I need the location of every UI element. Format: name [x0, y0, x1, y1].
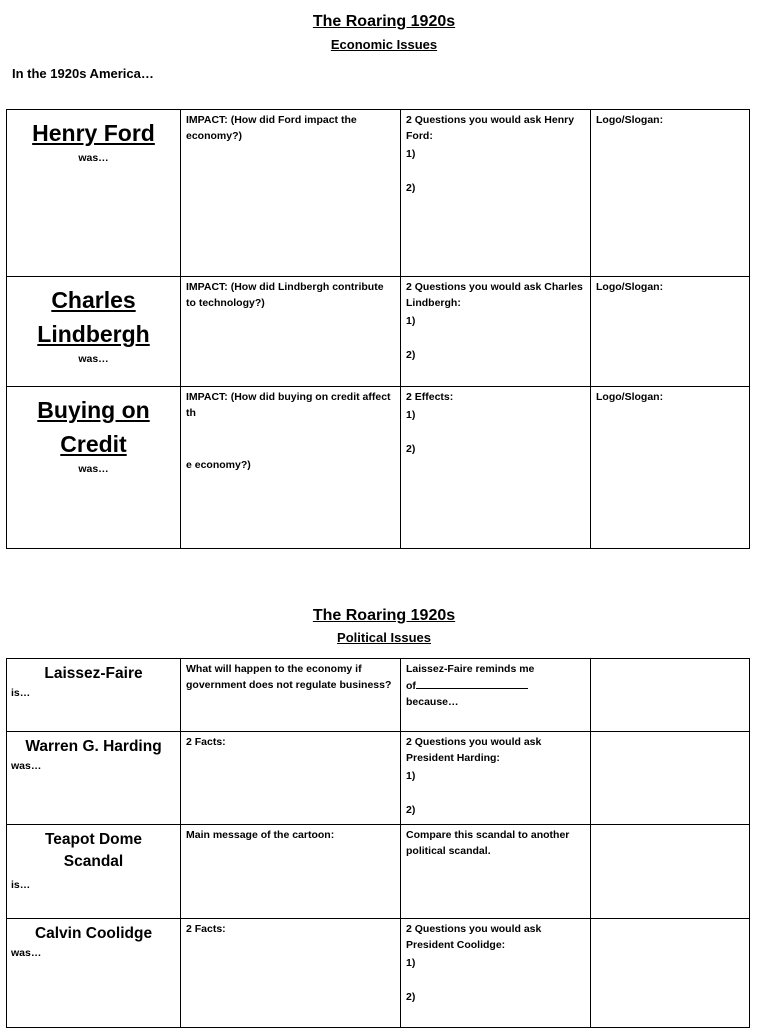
answer-2: 2)	[406, 991, 416, 1003]
topic-title: Calvin Coolidge	[34, 925, 153, 942]
questions-prompt: 2 Questions you would ask President Harding:	[406, 736, 542, 764]
message-prompt: Main message of the cartoon:	[186, 829, 335, 841]
answer-2: 2)	[406, 804, 416, 816]
topic-label: was…	[78, 152, 109, 164]
empty-cell[interactable]	[590, 918, 750, 1028]
table-row	[6, 918, 750, 1028]
table-row	[6, 109, 750, 277]
empty-cell[interactable]	[590, 658, 750, 732]
logo-cell[interactable]	[590, 109, 750, 277]
section-subtitle: Political Issues	[337, 630, 431, 645]
page-title: The Roaring 1920s	[312, 13, 456, 30]
topic-label: is…	[11, 879, 31, 891]
logo-prompt: Logo/Slogan:	[596, 281, 664, 293]
topic-label: was…	[11, 760, 42, 772]
questions-prompt: 2 Questions you would ask President Coolidge:	[406, 923, 542, 951]
topic-label: was…	[11, 947, 42, 959]
logo-prompt: Logo/Slogan:	[596, 391, 664, 403]
section-title: The Roaring 1920s	[312, 607, 456, 624]
table-row	[6, 731, 750, 825]
topic-cell	[6, 386, 181, 549]
compare-cell[interactable]	[400, 824, 591, 919]
facts-cell[interactable]	[180, 731, 401, 825]
logo-cell[interactable]	[590, 276, 750, 387]
question-prompt: What will happen to the economy if government does not regulate business?	[186, 663, 392, 691]
topic-cell	[6, 109, 181, 277]
answer-1: 1)	[406, 770, 416, 782]
logo-cell[interactable]	[590, 386, 750, 549]
topic-title-line-1: Buying on	[37, 397, 150, 423]
answer-1: 1)	[406, 409, 416, 421]
compare-prompt: Compare this scandal to another political scandal.	[406, 829, 570, 857]
impact-cell[interactable]	[180, 109, 401, 277]
reminds-of-label: of	[406, 680, 416, 692]
questions-cell[interactable]	[400, 276, 591, 387]
topic-label: was…	[78, 353, 109, 365]
facts-prompt: 2 Facts:	[186, 923, 226, 935]
topic-cell	[6, 918, 181, 1028]
topic-title-line-2: Scandal	[63, 853, 124, 870]
topic-title-line-1: Teapot Dome	[44, 831, 143, 848]
table-row	[6, 658, 750, 732]
impact-cell[interactable]	[180, 276, 401, 387]
answer-1: 1)	[406, 957, 416, 969]
topic-title-line-1: Charles	[51, 287, 136, 313]
questions-cell[interactable]	[400, 918, 591, 1028]
facts-cell[interactable]	[180, 918, 401, 1028]
answer-2: 2)	[406, 182, 416, 194]
table-row	[6, 276, 750, 387]
effects-prompt: 2 Effects:	[406, 391, 454, 403]
topic-title-line-2: Credit	[60, 431, 127, 457]
topic-label: is…	[11, 687, 31, 699]
topic-title: Henry Ford	[32, 120, 155, 146]
impact-prompt: IMPACT: (How did Ford impact the economy?)	[186, 114, 357, 142]
reminds-prompt: Laissez-Faire reminds me	[406, 663, 535, 675]
impact-cell[interactable]	[180, 386, 401, 549]
impact-prompt-line-2: e economy?)	[186, 459, 251, 471]
fill-in-blank[interactable]	[416, 677, 528, 689]
topic-cell	[6, 731, 181, 825]
topic-title: Laissez-Faire	[44, 665, 143, 682]
page-subtitle: Economic Issues	[330, 37, 438, 52]
topic-cell	[6, 658, 181, 732]
logo-prompt: Logo/Slogan:	[596, 114, 664, 126]
answer-1: 1)	[406, 148, 416, 160]
table-row	[6, 824, 750, 919]
intro-text: In the 1920s America…	[12, 66, 154, 81]
reminds-because: because…	[406, 696, 459, 708]
table-row	[6, 386, 750, 549]
questions-prompt: 2 Questions you would ask Charles Lindbergh:	[406, 281, 583, 309]
topic-label: was…	[78, 463, 109, 475]
impact-prompt-line-1: IMPACT: (How did buying on credit affect th	[186, 391, 391, 419]
empty-cell[interactable]	[590, 731, 750, 825]
facts-prompt: 2 Facts:	[186, 736, 226, 748]
questions-cell[interactable]	[400, 109, 591, 277]
answer-1: 1)	[406, 315, 416, 327]
answer-2: 2)	[406, 443, 416, 455]
effects-cell[interactable]	[400, 386, 591, 549]
questions-cell[interactable]	[400, 731, 591, 825]
impact-prompt: IMPACT: (How did Lindbergh contribute to technology?)	[186, 281, 384, 309]
topic-title: Warren G. Harding	[25, 738, 162, 755]
topic-cell	[6, 824, 181, 919]
empty-cell[interactable]	[590, 824, 750, 919]
topic-cell	[6, 276, 181, 387]
question-cell[interactable]	[180, 658, 401, 732]
answer-2: 2)	[406, 349, 416, 361]
topic-title-line-2: Lindbergh	[37, 321, 150, 347]
reminds-cell[interactable]	[400, 658, 591, 732]
questions-prompt: 2 Questions you would ask Henry Ford:	[406, 114, 575, 142]
message-cell[interactable]	[180, 824, 401, 919]
